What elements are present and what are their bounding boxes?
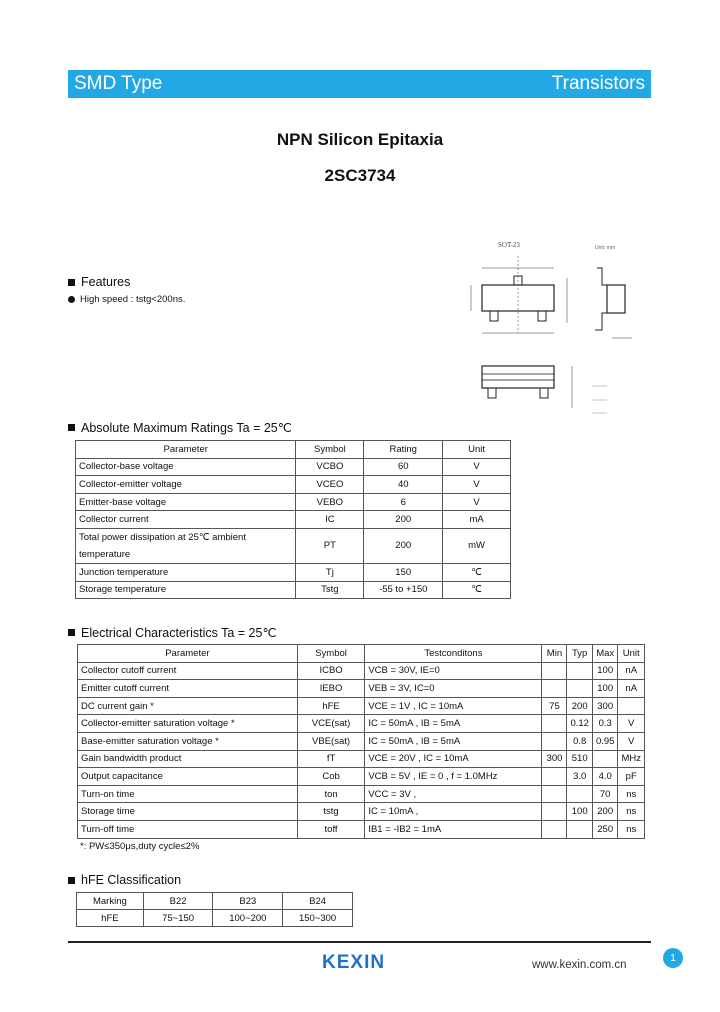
table-cell: VEBO [296, 493, 364, 511]
table-cell: IEBO [297, 680, 365, 698]
table-cell: IC = 10mA , [365, 803, 542, 821]
table-row [76, 563, 511, 581]
table-cell: VCC = 3V , [365, 785, 542, 803]
table-cell: V [443, 458, 511, 476]
table-cell: VCE(sat) [297, 715, 365, 733]
column-header: Typ [567, 645, 593, 663]
table-cell: mA [443, 511, 511, 529]
table-cell: Storage time [78, 803, 298, 821]
table-cell: 300 [592, 697, 618, 715]
table-cell [542, 715, 567, 733]
table-cell: 3.0 [567, 768, 593, 786]
table-cell: toff [297, 820, 365, 838]
table-cell [542, 768, 567, 786]
table-row [76, 493, 511, 511]
table-cell: 200 [592, 803, 618, 821]
table-row [78, 697, 645, 715]
table-cell: VCB = 5V , IE = 0 , f = 1.0MHz [365, 768, 542, 786]
package-unit: Unit: mm [595, 245, 615, 251]
table-row [78, 768, 645, 786]
table-cell: ton [297, 785, 365, 803]
table-row [77, 910, 353, 927]
table-cell [567, 680, 593, 698]
table-cell: 0.95 [592, 732, 618, 750]
table-cell: Collector-base voltage [76, 458, 296, 476]
table-cell: 6 [364, 493, 443, 511]
package-outline-drawing [462, 238, 652, 418]
table-cell: 70 [592, 785, 618, 803]
table-cell: -55 to +150 [364, 581, 443, 599]
square-bullet-icon [68, 877, 75, 884]
table-cell: 0.8 [567, 732, 593, 750]
table-cell: VCE = 1V , IC = 10mA [365, 697, 542, 715]
table-row [76, 458, 511, 476]
table-cell: IC [296, 511, 364, 529]
table-cell: 200 [567, 697, 593, 715]
table-cell: 200 [364, 511, 443, 529]
part-number: 2SC3734 [324, 166, 396, 185]
table-cell: IC = 50mA , IB = 5mA [365, 732, 542, 750]
abs-max-heading [68, 420, 292, 435]
table-row [78, 803, 645, 821]
table-cell: IC = 50mA , IB = 5mA [365, 715, 542, 733]
table-cell [567, 820, 593, 838]
page-title: NPN Silicon Epitaxia [276, 130, 444, 149]
table-cell: ns [618, 803, 645, 821]
table-row [78, 732, 645, 750]
table-row [76, 581, 511, 599]
table-cell: 100 [567, 803, 593, 821]
table-cell: Turn-off time [78, 820, 298, 838]
features-heading [68, 275, 130, 289]
table-cell: Tj [296, 563, 364, 581]
feature-item-text: High speed : tstg<200ns. [80, 294, 186, 305]
elec-heading-text: Electrical Characteristics Ta = 25℃ [81, 626, 277, 640]
table-cell: ns [618, 820, 645, 838]
header-banner [68, 70, 651, 98]
table-cell: Collector current [76, 511, 296, 529]
round-bullet-icon [68, 296, 75, 303]
table-cell [542, 662, 567, 680]
table-cell: nA [618, 680, 645, 698]
square-bullet-icon [68, 424, 75, 431]
table-cell: 4.0 [592, 768, 618, 786]
hfe-heading [68, 873, 181, 887]
table-cell: ns [618, 785, 645, 803]
table-cell [542, 785, 567, 803]
page-number: 1 [663, 948, 683, 968]
table-cell: mW [443, 528, 511, 563]
footer-url[interactable]: www.kexin.com.cn [532, 959, 627, 971]
table-cell [542, 680, 567, 698]
table-cell: B22 [143, 893, 213, 910]
table-cell: VEB = 3V, IC=0 [365, 680, 542, 698]
table-cell: 200 [364, 528, 443, 563]
table-cell: Marking [77, 893, 144, 910]
table-cell: IB1 = -IB2 = 1mA [365, 820, 542, 838]
feature-item [68, 294, 185, 305]
table-row [78, 750, 645, 768]
column-header: Parameter [78, 645, 298, 663]
table-cell [542, 803, 567, 821]
table-cell: 60 [364, 458, 443, 476]
table-cell: ℃ [443, 563, 511, 581]
footer-divider [68, 941, 651, 943]
table-cell: VCBO [296, 458, 364, 476]
table-cell [592, 750, 618, 768]
table-cell: Emitter-base voltage [76, 493, 296, 511]
table-cell: Collector-emitter voltage [76, 476, 296, 494]
table-cell: B24 [283, 893, 353, 910]
table-cell [542, 732, 567, 750]
table-row [76, 476, 511, 494]
footnote: *: PW≤350μs,duty cycle≤2% [80, 841, 200, 852]
table-row [78, 680, 645, 698]
square-bullet-icon [68, 279, 75, 286]
table-cell: 510 [567, 750, 593, 768]
table-cell: Collector-emitter saturation voltage * [78, 715, 298, 733]
table-cell: VCE = 20V , IC = 10mA [365, 750, 542, 768]
brand-logo: KEXIN [322, 952, 386, 973]
column-header: Max [592, 645, 618, 663]
table-cell [618, 697, 645, 715]
table-cell: 100~200 [213, 910, 283, 927]
hfe-heading-text: hFE Classification [81, 873, 182, 887]
table-cell: hFE [297, 697, 365, 715]
table-cell: B23 [213, 893, 283, 910]
table-cell: Cob [297, 768, 365, 786]
table-cell: Tstg [296, 581, 364, 599]
electrical-characteristics-table [77, 644, 645, 839]
column-header: Unit [618, 645, 645, 663]
abs-max-table [75, 440, 511, 599]
table-cell: VCEO [296, 476, 364, 494]
column-header: Rating [364, 441, 443, 459]
table-cell: V [443, 476, 511, 494]
column-header: Parameter [76, 441, 296, 459]
table-row [78, 785, 645, 803]
table-cell: Output capacitance [78, 768, 298, 786]
table-cell: 0.12 [567, 715, 593, 733]
table-cell: Gain bandwidth product [78, 750, 298, 768]
table-cell: Total power dissipation at 25℃ ambient temperature [76, 528, 296, 563]
table-row [77, 893, 353, 910]
table-cell: nA [618, 662, 645, 680]
table-cell: 75 [542, 697, 567, 715]
column-header: Min [542, 645, 567, 663]
table-cell: 300 [542, 750, 567, 768]
table-cell: 75~150 [143, 910, 213, 927]
table-cell: ICBO [297, 662, 365, 680]
hfe-classification-table [76, 892, 353, 927]
table-row [78, 662, 645, 680]
table-cell: Base-emitter saturation voltage * [78, 732, 298, 750]
elec-heading [68, 625, 276, 640]
package-name: SOT-23 [498, 241, 520, 249]
header-left: SMD Type [74, 73, 163, 94]
table-cell: 150 [364, 563, 443, 581]
table-row [76, 511, 511, 529]
table-row [76, 528, 511, 563]
features-heading-text: Features [81, 275, 131, 289]
table-cell: MHz [618, 750, 645, 768]
table-cell: Turn-on time [78, 785, 298, 803]
table-cell: hFE [77, 910, 144, 927]
table-cell: Emitter cutoff current [78, 680, 298, 698]
table-cell: Junction temperature [76, 563, 296, 581]
table-cell: V [443, 493, 511, 511]
table-cell: fT [297, 750, 365, 768]
column-header: Unit [443, 441, 511, 459]
table-row [78, 715, 645, 733]
header-right: Transistors [551, 73, 645, 94]
table-cell [567, 785, 593, 803]
table-cell: V [618, 732, 645, 750]
table-cell: V [618, 715, 645, 733]
table-cell: tstg [297, 803, 365, 821]
table-cell: Storage temperature [76, 581, 296, 599]
table-cell [567, 662, 593, 680]
square-bullet-icon [68, 629, 75, 636]
table-cell: PT [296, 528, 364, 563]
column-header: Testconditons [365, 645, 542, 663]
table-cell: 100 [592, 662, 618, 680]
table-cell: 0.3 [592, 715, 618, 733]
table-cell: 250 [592, 820, 618, 838]
table-cell: ℃ [443, 581, 511, 599]
table-cell: pF [618, 768, 645, 786]
table-cell: 150~300 [283, 910, 353, 927]
table-cell: 100 [592, 680, 618, 698]
column-header: Symbol [296, 441, 364, 459]
table-cell: 40 [364, 476, 443, 494]
table-cell: DC current gain * [78, 697, 298, 715]
table-cell [542, 820, 567, 838]
table-cell: Collector cutoff current [78, 662, 298, 680]
table-cell: VBE(sat) [297, 732, 365, 750]
abs-max-heading-text: Absolute Maximum Ratings Ta = 25℃ [81, 421, 292, 435]
table-row [78, 820, 645, 838]
column-header: Symbol [297, 645, 365, 663]
table-cell: VCB = 30V, IE=0 [365, 662, 542, 680]
